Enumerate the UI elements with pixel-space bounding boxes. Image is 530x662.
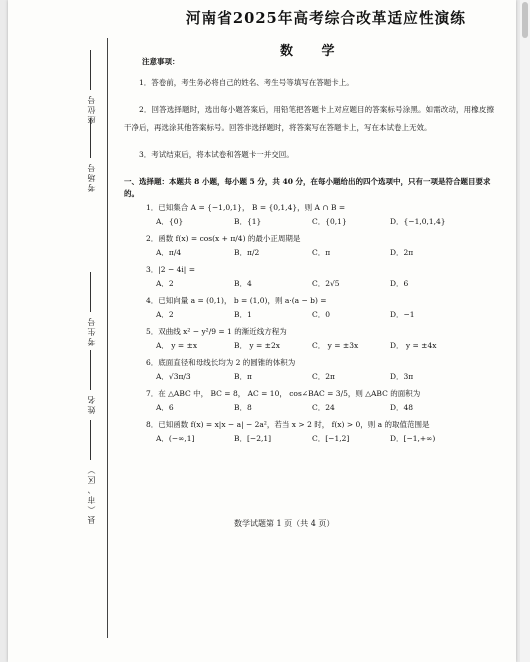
side-label-text: 县（市、区）: [87, 464, 96, 524]
option-c: C．2π: [312, 372, 335, 381]
option-c: C．24: [312, 403, 335, 412]
option-b: B．π: [234, 372, 252, 381]
option-d: D．[−1,+∞): [390, 434, 436, 443]
option-a: A．(−∞,1]: [156, 434, 195, 443]
option-a: A． y = ±x: [156, 341, 198, 350]
exam-title: 河南省2025年高考综合改革适应性演练: [185, 9, 466, 27]
page-footer: 数学试题第 1 页（共 4 页）: [234, 519, 335, 528]
question-5: [146, 325, 494, 353]
binding-line: [107, 38, 108, 638]
option-c: C．0: [312, 310, 331, 319]
side-label-room: [86, 118, 97, 192]
question-3: [146, 263, 494, 291]
exam-content: [124, 56, 494, 449]
question-options: [156, 277, 494, 291]
question-stem: 4．已知向量 a = (0,1)， b = (1,0)，则 a·(a − b) =: [146, 296, 327, 305]
question-options: [156, 370, 494, 384]
side-label-text: 座位号: [87, 94, 96, 124]
question-stem: 3．|2 − 4i| =: [146, 265, 195, 274]
option-a: A．2: [156, 279, 174, 288]
option-d: D．−1: [390, 310, 415, 319]
side-label-county: [86, 420, 97, 524]
side-label-text: 考生号: [87, 316, 96, 346]
question-options: [156, 246, 494, 260]
option-b: B．[−2,1]: [234, 434, 272, 443]
question-stem: 8．已知函数 f(x) = x|x − a| − 2a²，若当 x > 2 时， f(x) > 0，则 a 的取值范围是: [146, 420, 430, 429]
scrollbar-thumb[interactable]: [522, 2, 528, 38]
option-b: B．8: [234, 403, 252, 412]
side-label-id: [86, 272, 97, 346]
notice-item-3: 3．考试结束后，将本试卷和答题卡一并交回。: [139, 150, 294, 159]
question-options: [156, 308, 494, 322]
option-a: A．√3π/3: [156, 372, 191, 381]
option-c: C．[−1,2]: [312, 434, 350, 443]
question-stem: 2．函数 f(x) = cos(x + π/4) 的最小正周期是: [146, 234, 301, 243]
vertical-scrollbar[interactable]: [520, 0, 530, 662]
question-options: [156, 401, 494, 415]
notice-item-2: 2．回答选择题时，选出每小题答案后，用铅笔把答题卡上对应题目的答案标号涂黑。如需改动，用橡皮擦干净后，再选涂其他答案标号。回答非选择题时，将答案写在答题卡上，写在本试卷上无效。: [124, 105, 494, 132]
option-c: C．2√5: [312, 279, 340, 288]
exam-page: [8, 0, 516, 662]
option-d: D．6: [390, 279, 409, 288]
option-c: C．π: [312, 248, 331, 257]
option-c: C．{0,1}: [312, 217, 347, 226]
question-8: [146, 418, 494, 446]
subject-title: 数 学: [280, 44, 347, 59]
option-c: C． y = ±3x: [312, 341, 359, 350]
question-6: [146, 356, 494, 384]
side-label-text: 考场号: [87, 162, 96, 192]
question-stem: 1．已知集合 A = {−1,0,1}， B = {0,1,4}，则 A ∩ B =: [146, 203, 346, 212]
option-b: B．π/2: [234, 248, 260, 257]
side-label-seat: [86, 50, 97, 124]
option-a: A．2: [156, 310, 174, 319]
option-a: A．6: [156, 403, 174, 412]
option-d: D．2π: [390, 248, 414, 257]
option-b: B．4: [234, 279, 252, 288]
option-a: A．{0}: [156, 217, 184, 226]
question-4: [146, 294, 494, 322]
notice-item-1: 1．答卷前，考生务必将自己的姓名、考生号等填写在答题卡上。: [139, 78, 354, 87]
option-d: D．48: [390, 403, 414, 412]
option-b: B． y = ±2x: [234, 341, 280, 350]
option-d: D． y = ±4x: [390, 341, 437, 350]
option-d: D．3π: [390, 372, 414, 381]
question-stem: 5．双曲线 x² − y²/9 = 1 的渐近线方程为: [146, 327, 287, 336]
side-label-text: 姓名: [87, 394, 96, 414]
notice-heading: 注意事项：: [142, 57, 180, 66]
question-1: [146, 201, 494, 229]
question-7: [146, 387, 494, 415]
question-options: [156, 215, 494, 229]
question-options: [156, 339, 494, 353]
option-b: B．{1}: [234, 217, 262, 226]
question-stem: 6．底面直径和母线长均为 2 的圆锥的体积为: [146, 358, 296, 367]
question-options: [156, 432, 494, 446]
question-stem: 7．在 △ABC 中， BC = 8， AC = 10， cos∠BAC = 3/5，则 △ABC 的面积为: [146, 389, 421, 398]
side-label-name: [86, 350, 97, 414]
option-d: D．{−1,0,1,4}: [390, 217, 446, 226]
option-b: B．1: [234, 310, 252, 319]
section-heading: 一、选择题：本题共 8 小题，每小题 5 分，共 40 分，在每小题给出的四个选项中，只有一项是符合题目要求的。: [124, 177, 491, 198]
option-a: A．π/4: [156, 248, 182, 257]
question-2: [146, 232, 494, 260]
